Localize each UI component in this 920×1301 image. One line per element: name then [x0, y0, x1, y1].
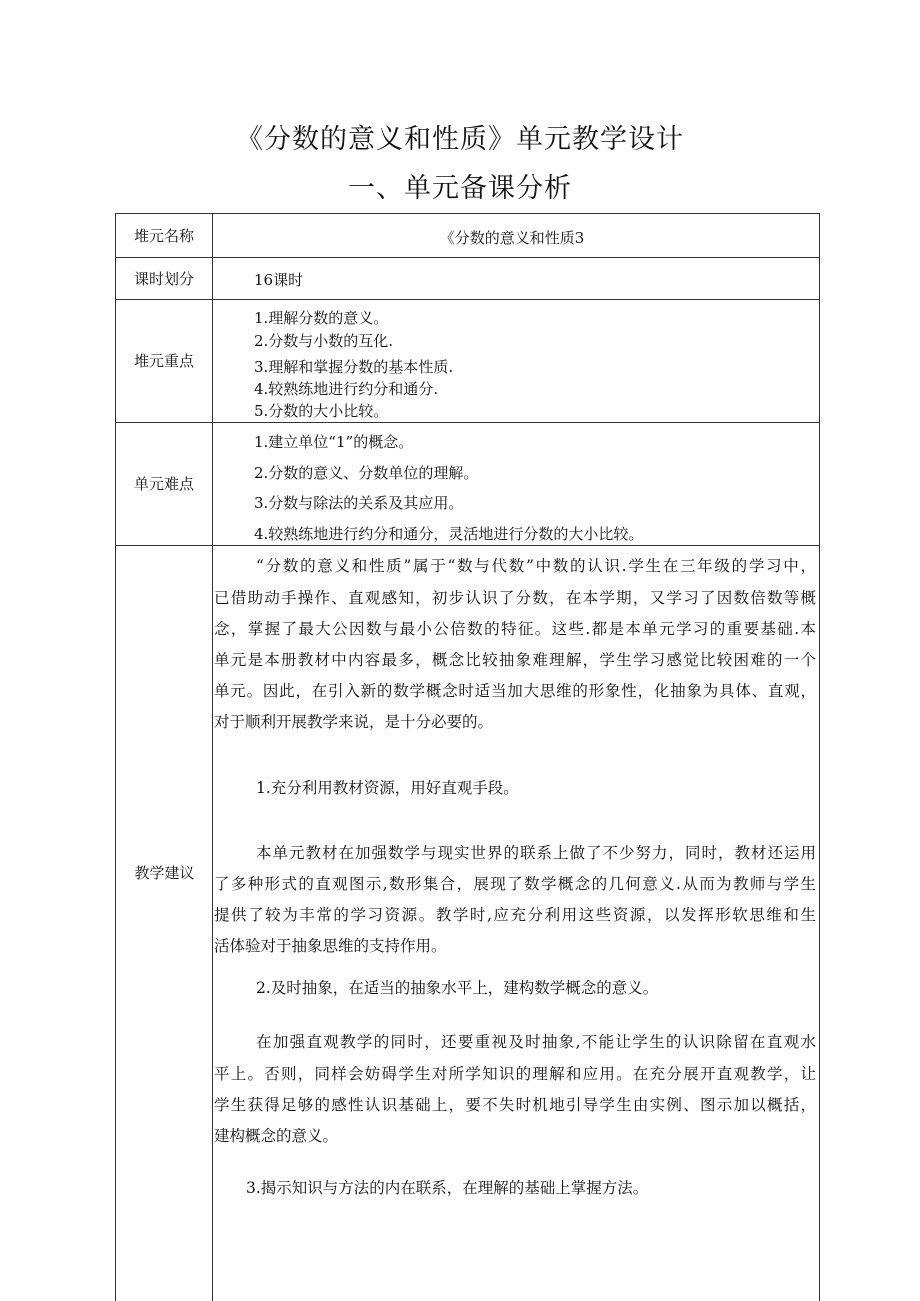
paragraph-2-line: 学生获得足够的感性认识基础上，要不失时机地引导学生由实例、图示加以概括，: [214, 1096, 816, 1114]
suggestions-cell: [212, 545, 820, 1301]
suggestion-heading-2: 2.及时抽象，在适当的抽象水平上，建构数学概念的意义。: [256, 979, 659, 997]
paragraph-1-line: 本单元教材在加强数学与现实世界的联系上做了不少努力，同时，教材还运用: [256, 844, 816, 862]
suggestion-heading-1: 1.充分利用教材资源，用好直观手段。: [256, 779, 519, 797]
paragraph-1-line: 提供了较为丰常的学习资源。教学时,应充分利用这些资源，以发挥形软思维和生: [214, 906, 816, 924]
paragraph-1-line: 了多种形式的直观图示,数形集合，展现了数学概念的几何意义.从而为教师与学生: [214, 875, 816, 893]
difficulty-item: 3.分数与除法的关系及其应用。: [254, 494, 464, 512]
paragraph-2-line: 建构概念的意义。: [214, 1127, 339, 1145]
intro-line: 念，掌握了最大公因数与最小公倍数的特征。这些.都是本单元学习的重要基础.本: [214, 620, 816, 638]
key-point-item: 5.分数的大小比较。: [254, 402, 389, 420]
paragraph-1-line: 活体验对于抽象思维的支持作用。: [214, 937, 447, 955]
document-title: 《分数的意义和性质》单元教学设计: [236, 124, 684, 155]
key-point-item: 3.理解和掌握分数的基本性质.: [254, 358, 454, 376]
key-points-label: 堆元重点: [115, 299, 213, 423]
intro-line: 对于顺利开展教学来说，是十分必要的。: [214, 713, 494, 731]
suggestions-label-cell: [115, 545, 213, 1301]
paragraph-2-line: 平上。否则，同样会妨碍学生对所学知识的理解和应用。在充分展开直观教学，让: [214, 1065, 816, 1083]
suggestions-label: 教学建议: [134, 864, 195, 882]
section-title: 一、单元备课分析: [348, 173, 572, 204]
key-points-cell: [212, 299, 820, 423]
key-point-item: 4.较熟练地进行约分和通分.: [254, 380, 439, 398]
hours-cell: [212, 257, 820, 300]
difficulty-item: 2.分数的意义、分数单位的理解。: [254, 464, 479, 482]
paragraph-2-line: 在加强直观教学的同时，还要重视及时抽象,不能让学生的认识除留在直观水: [256, 1033, 816, 1051]
suggestion-heading-3: 3.揭示知识与方法的内在联系，在理解的基础上掌握方法。: [246, 1179, 649, 1197]
intro-line: “分数的意义和性质”属于“数与代数”中数的认识.学生在三年级的学习中，: [256, 557, 816, 575]
hours-label: 课时划分: [115, 257, 213, 300]
unit-name-cell: [212, 213, 820, 258]
difficulty-item: 4.较熟练地进行约分和通分，灵活地进行分数的大小比较。: [254, 525, 644, 543]
intro-line: 单元。因此，在引入新的数学概念时适当加大思维的形象性，化抽象为具体、直观，: [214, 682, 816, 700]
unit-name-value: 《分数的意义和性质3: [439, 229, 585, 247]
difficulty-item: 1.建立单位“1”的概念。: [254, 433, 414, 451]
difficulties-label: 单元难点: [115, 422, 213, 546]
intro-line: 单元是本册教材中内容最多，概念比较抽象难理解，学生学习感觉比较困难的一个: [214, 651, 816, 669]
unit-name-label: 堆元名称: [115, 213, 213, 258]
intro-line: 已借助动手操作、直观感知，初步认识了分数，在本学期，又学习了因数倍数等概: [214, 589, 816, 607]
difficulties-cell: [212, 422, 820, 546]
hours-value: 16课时: [254, 271, 304, 289]
key-point-item: 2.分数与小数的互化.: [254, 332, 394, 350]
key-point-item: 1.理解分数的意义。: [254, 309, 389, 327]
